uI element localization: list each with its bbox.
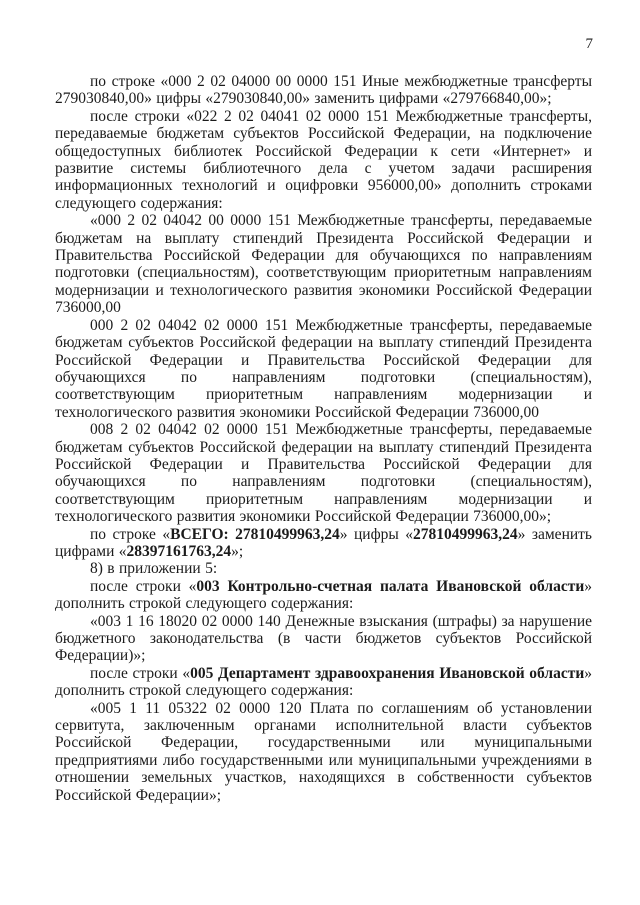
paragraph (55, 665, 592, 700)
text-run: » дополнить строкой следующего содержания: (55, 664, 593, 700)
text-run: по строке « (90, 525, 171, 543)
text-run: 8) в приложении 5: (90, 560, 218, 578)
text-run: 000 2 02 04042 02 0000 151 Межбюджетные трансферты, передаваемые бюджетам субъектов Российской федерации на выплату стипендий Президента Российской Федерации и Правительства Российской Федерации для обучающихся по направлениям подготовки (специальностям), соответствующим приоритетным направлениям модернизации и технологического развития экономики Российской Федерации 736000,00 (55, 316, 592, 421)
page-number: 7 (585, 36, 593, 52)
paragraph (55, 108, 592, 212)
text-run: по строке «000 2 02 04000 00 0000 151 Иные межбюджетные трансферты 279030840,00» цифры «279030840,00» заменить цифрами «279766840,00»; (55, 73, 592, 108)
paragraph (55, 526, 592, 561)
paragraph (55, 212, 592, 316)
paragraph (55, 421, 592, 525)
document-body (55, 73, 592, 804)
text-run-bold: 005 Департамент здравоохранения Ивановской области (190, 664, 585, 682)
paragraph (55, 560, 592, 577)
text-run: после строки «022 2 02 04041 02 0000 151 Межбюджетные трансферты, передаваемые бюджетам субъектов Российской Федерации, на подключение общедоступных библиотек Российской Федерации к сети «Интернет» и развитие системы библиотечного дела с учетом задачи расширения информационных технологий и оцифровки 956000,00» дополнить строками следующего содержания: (55, 107, 592, 212)
text-run-bold: 003 Контрольно-счетная палата Ивановской области (196, 577, 585, 595)
text-run-bold: ВСЕГО: 27810499963,24 (170, 525, 340, 543)
text-run-bold: 28397161763,24 (126, 542, 232, 560)
text-run: » цифры « (339, 525, 414, 543)
text-run: »; (231, 542, 244, 560)
text-run: «005 1 11 05322 02 0000 120 Плата по соглашениям об установлении сервитута, заключенным органами исполнительной власти субъектов Российской Федерации, государственными или муниципальными предприятиями либо государственными или муниципальными учреждениями в отношении земельных участков, находящихся в собственности субъектов Российской Федерации»; (55, 699, 592, 804)
text-run: «000 2 02 04042 00 0000 151 Межбюджетные трансферты, передаваемые бюджетам на выплату стипендий Президента Российской Федерации и Правительства Российской Федерации для обучающихся по направлениям подготовки (специальностям), соответствующим приоритетным направлениям модернизации и технологического развития экономики Российской Федерации 736000,00 (55, 212, 592, 317)
text-run: «003 1 16 18020 02 0000 140 Денежные взыскания (штрафы) за нарушение бюджетного законодательства (в части бюджетов субъектов Российской Федерации)»; (55, 612, 592, 665)
text-run: » заменить цифрами « (55, 525, 592, 560)
text-run: » дополнить строкой следующего содержания: (55, 577, 592, 613)
paragraph (55, 73, 592, 108)
paragraph (55, 578, 592, 613)
paragraph (55, 700, 592, 804)
text-run-bold: 27810499963,24 (413, 525, 518, 543)
text-run: после строки « (90, 664, 191, 682)
paragraph (55, 317, 592, 421)
text-run: 008 2 02 04042 02 0000 151 Межбюджетные трансферты, передаваемые бюджетам субъектов Российской федерации на выплату стипендий Президента Российской Федерации и Правительства Российской Федерации для обучающихся по направлениям подготовки (специальностям), соответствующим приоритетным направлениям модернизации и технологического развития экономики Российской Федерации 736000,00»; (55, 421, 592, 526)
paragraph (55, 613, 592, 665)
text-run: после строки « (90, 577, 197, 595)
